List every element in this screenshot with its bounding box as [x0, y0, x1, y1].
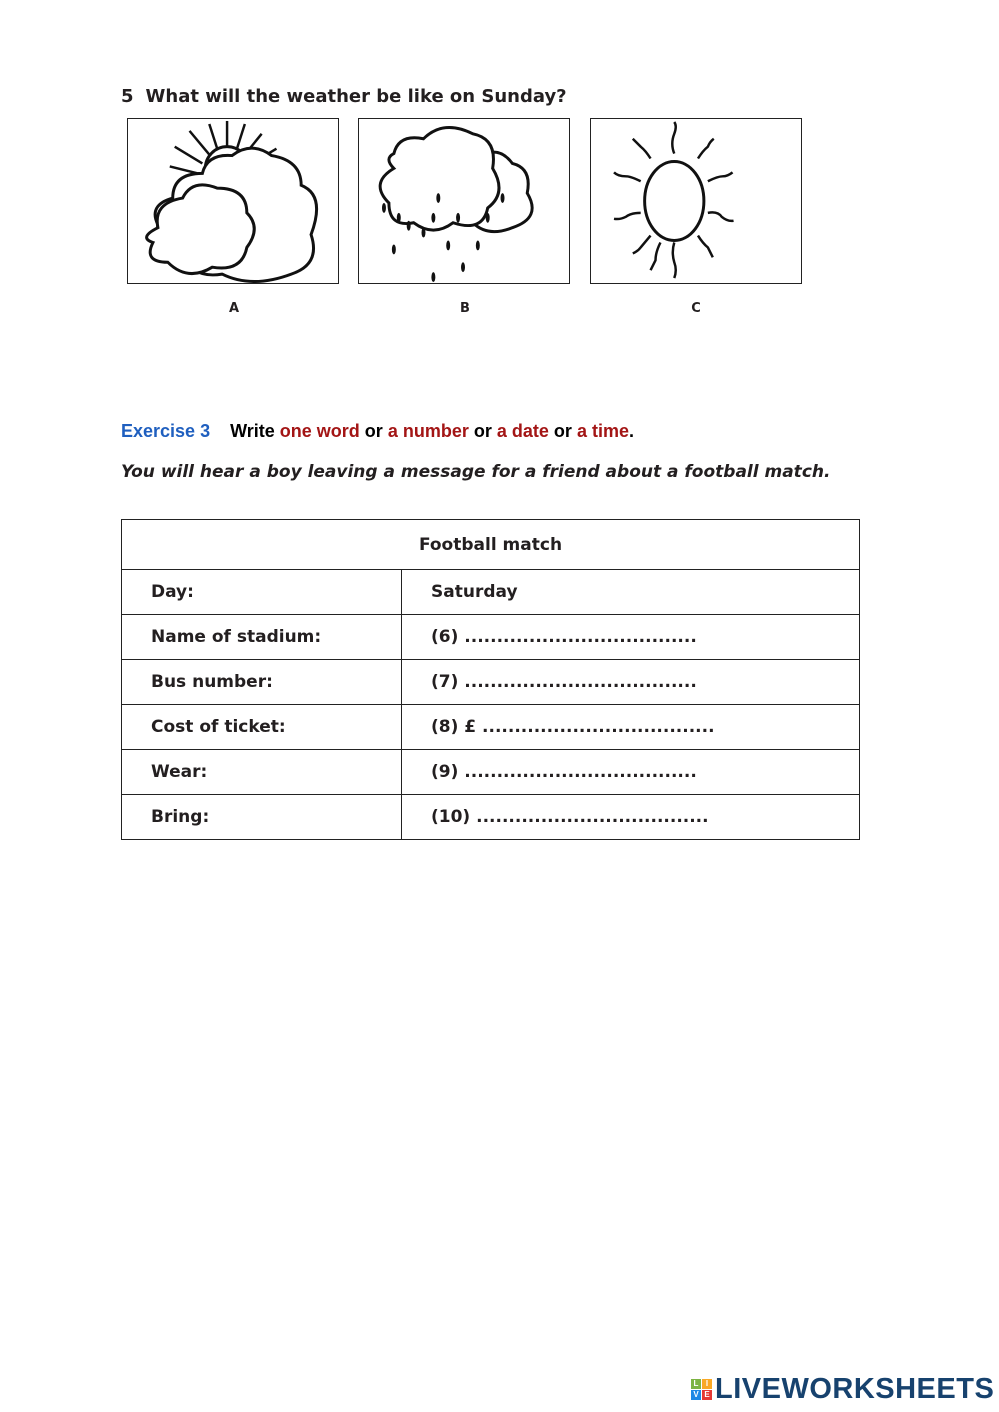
option-c-label: C [691, 301, 701, 316]
table-row: Name of stadium: (6) .................................... [122, 615, 860, 660]
table-row: Bring: (10) .................................... [122, 795, 860, 840]
table-row: Cost of ticket: (8) £ .................................... [122, 705, 860, 750]
answer-7-field[interactable]: (7) .................................... [402, 660, 860, 705]
answer-10-field[interactable]: (10) .................................... [402, 795, 860, 840]
exercise-instruction: You will hear a boy leaving a message for a friend about a football match. [121, 462, 831, 482]
sun-behind-clouds-icon[interactable] [127, 118, 339, 284]
option-b-label: B [460, 301, 470, 316]
football-match-table [121, 519, 860, 840]
table-row: Wear: (9) .................................... [122, 750, 860, 795]
table-title: Football match [122, 520, 860, 570]
rain-cloud-icon[interactable] [358, 118, 570, 284]
exercise-3-heading: Exercise 3 Write one word or a number or a date or a time. [121, 421, 634, 441]
liveworksheets-logo: L I V E LIVEWORKSHEETS [691, 1373, 994, 1406]
answer-9-field[interactable]: (9) .................................... [402, 750, 860, 795]
table-row: Bus number: (7) .................................... [122, 660, 860, 705]
answer-6-field[interactable]: (6) .................................... [402, 615, 860, 660]
sun-icon[interactable] [590, 118, 802, 284]
logo-tiles-icon: L I V E [691, 1379, 712, 1400]
question-5: 5 What will the weather be like on Sunday? [121, 86, 567, 107]
option-a-label: A [228, 301, 240, 316]
answer-8-field[interactable]: (8) £ .................................... [402, 705, 860, 750]
table-row: Day: Saturday [122, 570, 860, 615]
